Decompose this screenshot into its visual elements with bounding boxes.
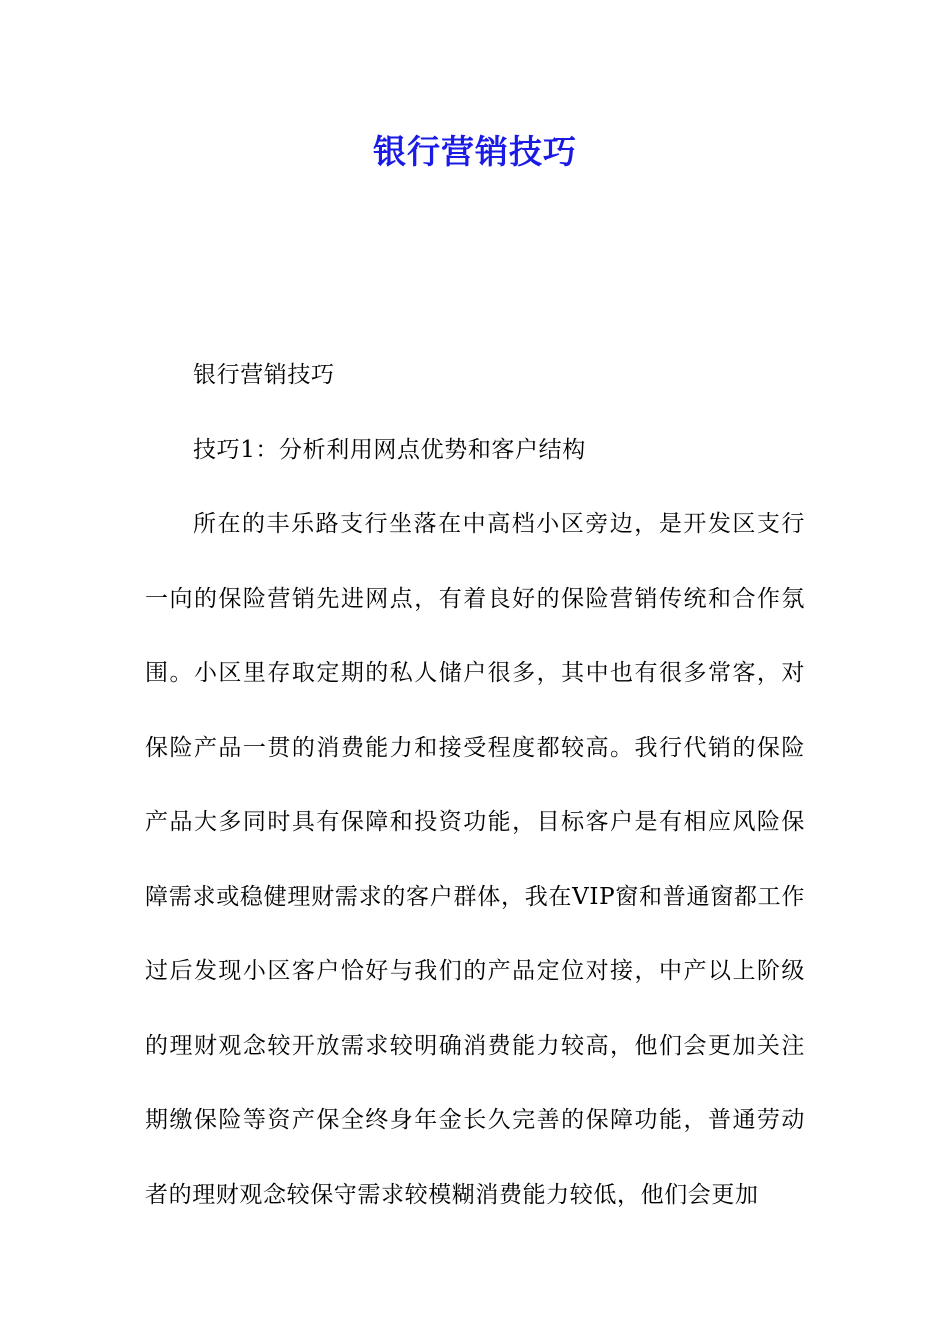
paragraph-heading: 银行营销技巧	[193, 362, 335, 388]
document-title: 银行营销技巧	[373, 132, 577, 171]
document-body	[145, 338, 805, 1232]
paragraph-body: 所在的丰乐路支行坐落在中高档小区旁边，是开发区支行一向的保险营销先进网点，有着良好的保险营销传统和合作氛围。小区里存取定期的私人储户很多，其中也有很多常客，对保险产品一贯的消费能力和接受程度都较高。我行代销的保险产品大多同时具有保障和投资功能，目标客户是有相应风险保障需求或稳健理财需求的客户群体，我在VIP窗和普通窗都工作过后发现小区客户恰好与我们的产品定位对接，中产以上阶级的理财观念较开放需求较明确消费能力较高，他们会更加关注期缴保险等资产保全终身年金长久完善的保障功能，普通劳动者的理财观念较保守需求较模糊消费能力较低，他们会更加	[145, 511, 805, 1208]
paragraph-tip-1: 技巧1：分析利用网点优势和客户结构	[193, 436, 586, 463]
